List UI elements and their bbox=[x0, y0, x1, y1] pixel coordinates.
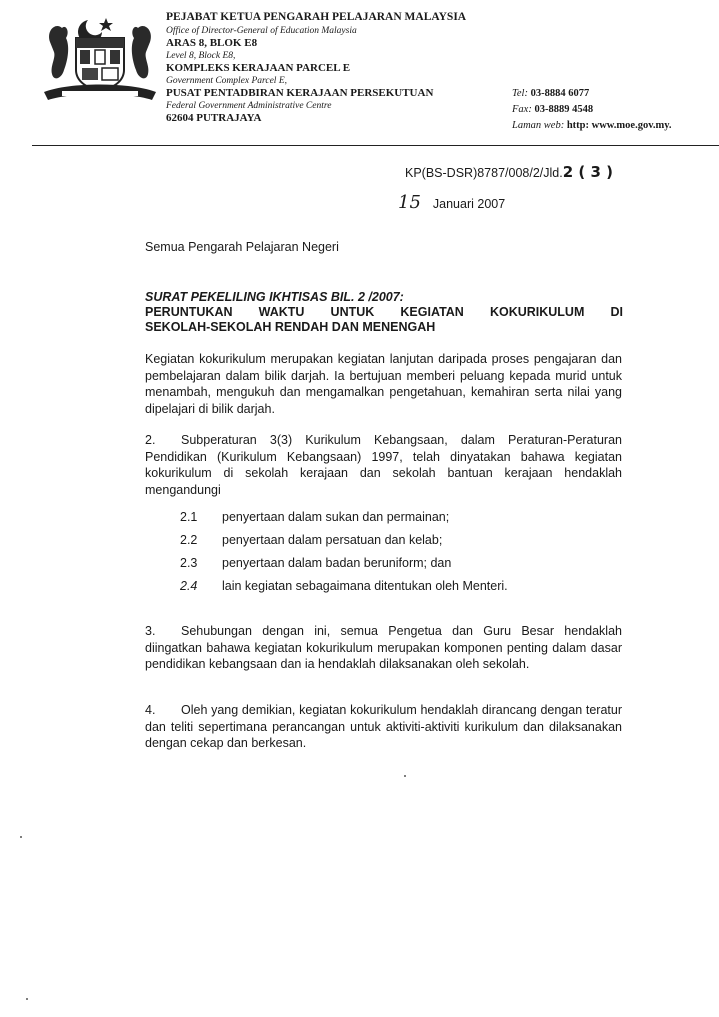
scan-speck bbox=[404, 775, 406, 777]
paragraph-4-text: Oleh yang demikian, kegiatan kokurikulum hendaklah dirancang dengan teratur dan teliti sepertimana perancangan untuk aktiviti-aktiviti kurikulum dan dilaksanakan dengan cekap dan berkesan. bbox=[145, 703, 622, 750]
contact-web-label: Laman web: bbox=[512, 120, 565, 131]
subject-word: DI bbox=[610, 305, 623, 319]
paragraph-3 bbox=[145, 623, 622, 673]
list-item-text: penyertaan dalam badan beruniform; dan bbox=[222, 556, 452, 570]
malaysia-coat-of-arms-icon bbox=[40, 12, 160, 104]
paragraph-3-number: 3. bbox=[145, 624, 156, 638]
subject-word: KEGIATAN bbox=[400, 305, 464, 319]
subject-word: WAKTU bbox=[258, 305, 305, 319]
contact-fax bbox=[512, 104, 593, 116]
list-item-text: lain kegiatan sebagaimana ditentukan oleh Menteri. bbox=[222, 579, 508, 593]
paragraph-1: Kegiatan kokurikulum merupakan kegiatan lanjutan daripada proses pengajaran dan pembelajaran dalam bilik darjah. Ia bertujuan memberi peluang kepada murid untuk menambah, mengukuh dan mengamalkan pengetahuan, kemahiran serta nilai yang dipelajari di bilik darjah. bbox=[145, 352, 622, 416]
contact-web-value: http: www.moe.gov.my. bbox=[566, 120, 672, 131]
scan-speck bbox=[26, 998, 28, 1000]
letterhead-level: ARAS 8, BLOK E8 bbox=[166, 37, 258, 49]
contact-tel-value: 03-8884 6077 bbox=[530, 88, 590, 99]
subject-word: UNTUK bbox=[330, 305, 375, 319]
paragraph-2-text: Subperaturan 3(3) Kurikulum Kebangsaan, dalam Peraturan-Peraturan Pendidikan (Kurikulum Kebangsaan) 1997, telah dinyatakan bahawa kegiatan kokurikulum di sekolah kerajaan dan sekolah bantuan kerajaan hendaklah mengandungi bbox=[145, 433, 622, 497]
date-text: Januari 2007 bbox=[432, 197, 506, 211]
list-item-number: 2.1 bbox=[180, 510, 198, 524]
addressee: Semua Pengarah Pelajaran Negeri bbox=[145, 240, 339, 254]
contact-tel bbox=[512, 88, 589, 100]
letterhead-office-name-en: Office of Director-General of Education Malaysia bbox=[166, 26, 357, 36]
subject-line-2 bbox=[145, 305, 623, 319]
list-item-text: penyertaan dalam persatuan dan kelab; bbox=[222, 533, 443, 547]
letterhead-complex-en: Government Complex Parcel E, bbox=[166, 76, 287, 86]
letterhead-postcode: 62604 PUTRAJAYA bbox=[166, 112, 262, 124]
scan-speck bbox=[20, 836, 22, 838]
letterhead-centre-en: Federal Government Administrative Centre bbox=[166, 101, 332, 111]
paragraph-2-number: 2. bbox=[145, 433, 156, 447]
letterhead-divider bbox=[32, 145, 719, 146]
subject-line-3: SEKOLAH-SEKOLAH RENDAH DAN MENENGAH bbox=[145, 320, 436, 334]
contact-fax-label: Fax: bbox=[512, 104, 532, 115]
contact-tel-label: Tel: bbox=[512, 88, 528, 99]
list-item-number: 2.3 bbox=[180, 556, 198, 570]
letterhead-complex: KOMPLEKS KERAJAAN PARCEL E bbox=[166, 62, 351, 74]
contact-web bbox=[512, 120, 672, 132]
subject-title: SURAT PEKELILING IKHTISAS BIL. 2 /2007: bbox=[145, 290, 404, 304]
letterhead-office-name: PEJABAT KETUA PENGARAH PELAJARAN MALAYSIA bbox=[166, 11, 467, 23]
paragraph-3-text: Sehubungan dengan ini, semua Pengetua dan Guru Besar hendaklah diingatkan bahawa kegiatan kokurikulum merupakan komponen penting dalam dasar pendidikan kebangsaan dan ia hendaklah dilaksanakan oleh sekolah. bbox=[145, 624, 622, 671]
reference-text: KP(BS-DSR)8787/008/2/Jld. bbox=[405, 166, 563, 180]
reference-handwritten: 2 ( 3 ) bbox=[562, 163, 613, 181]
date-day-handwritten: 15 bbox=[398, 192, 421, 213]
paragraph-4-number: 4. bbox=[145, 703, 156, 717]
subject-word: PERUNTUKAN bbox=[145, 305, 233, 319]
subject-word: KOKURIKULUM bbox=[489, 305, 585, 319]
contact-fax-value: 03-8889 4548 bbox=[534, 104, 594, 115]
list-item-number: 2.2 bbox=[180, 533, 198, 547]
list-item-number: 2.4 bbox=[180, 579, 198, 593]
reference-number bbox=[405, 163, 613, 181]
paragraph-4 bbox=[145, 702, 622, 752]
letter-date bbox=[398, 192, 505, 213]
letterhead-centre: PUSAT PENTADBIRAN KERAJAAN PERSEKUTUAN bbox=[166, 87, 434, 99]
letterhead-level-en: Level 8, Block E8, bbox=[166, 51, 236, 61]
paragraph-2 bbox=[145, 432, 622, 498]
list-item-text: penyertaan dalam sukan dan permainan; bbox=[222, 510, 450, 524]
